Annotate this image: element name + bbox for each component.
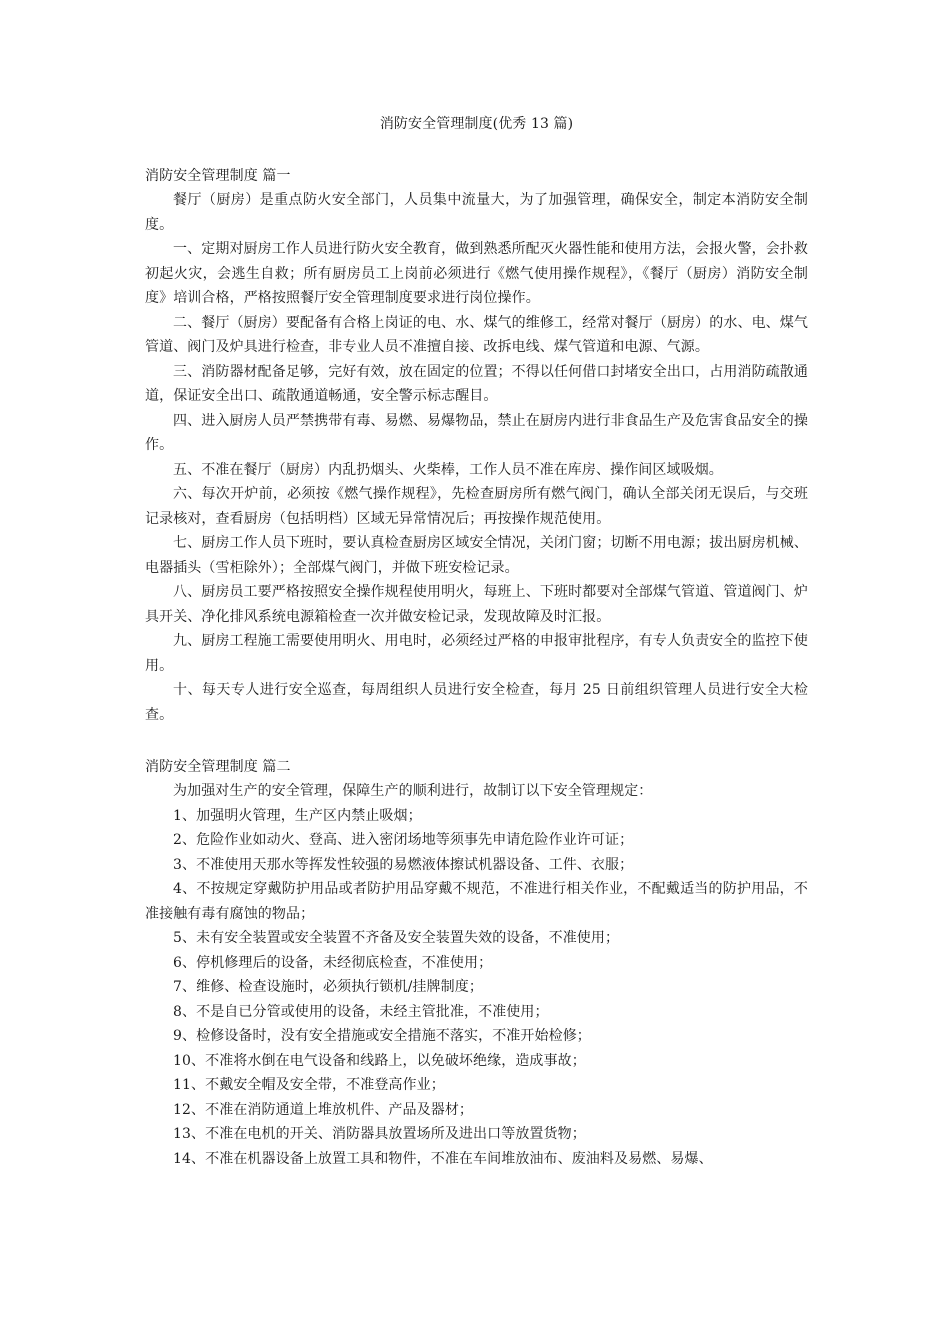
- paragraph: 3、不准使用天那水等挥发性较强的易燃液体擦试机器设备、工件、衣服；: [173, 856, 634, 873]
- paragraph: 13、不准在电机的开关、消防器具放置场所及进出口等放置货物；: [173, 1126, 586, 1142]
- paragraph: 一、定期对厨房工作人员进行防火安全教育，做到熟悉所配灭火器性能和使用方法，会报火警，会扑救初起火灾，会逃生自救；所有厨房员工上岗前必须进行《燃气使用操作规程》，《餐厅（厨房）消防安全制度》培训合格，严格按照餐厅安全管理制度要求进行岗位操作。: [145, 241, 808, 306]
- paragraph: 12、不准在消防通道上堆放机件、产品及器材；: [173, 1101, 474, 1118]
- paragraph: 七、厨房工作人员下班时，要认真检查厨房区域安全情况，关闭门窗；切断不用电源；拔出厨房机械、电器插头（雪柜除外）；全部煤气阀门，并做下班安检记录。: [145, 535, 808, 576]
- paragraph: 六、每次开炉前，必须按《燃气操作规程》，先检查厨房所有燃气阀门，确认全部关闭无误后，与交班记录核对，查看厨房（包括明档）区域无异常情况后；再按操作规范使用。: [145, 486, 808, 527]
- document-title: 消防安全管理制度(优秀 13 篇): [379, 116, 574, 132]
- paragraph: 2、危险作业如动火、登高、进入密闭场地等须事先申请危险作业许可证；: [173, 832, 634, 848]
- paragraph: 1、加强明火管理，生产区内禁止吸烟；: [173, 807, 422, 824]
- document-body: [145, 164, 808, 1171]
- paragraph: 10、不准将水倒在电气设备和线路上，以免破坏绝缘，造成事故；: [173, 1052, 586, 1069]
- paragraph: 五、不准在餐厅（厨房）内乱扔烟头、火柴棒，工作人员不准在库房、操作间区域吸烟。: [173, 461, 723, 478]
- paragraph: 十、每天专人进行安全巡查，每周组织人员进行安全检查，每月 25 日前组织管理人员进行安全大检查。: [145, 682, 808, 723]
- paragraph: 为加强对生产的安全管理，保障生产的顺利进行，故制订以下安全管理规定：: [173, 783, 653, 799]
- document-section: [145, 164, 808, 727]
- section-heading: 消防安全管理制度 篇一: [145, 168, 291, 184]
- paragraph: 4、不按规定穿戴防护用品或者防护用品穿戴不规范，不准进行相关作业，不配戴适当的防护用品，不准接触有毒有腐蚀的物品；: [145, 881, 808, 922]
- paragraph: 三、消防器材配备足够，完好有效，放在固定的位置；不得以任何借口封堵安全出口，占用消防疏散通道，保证安全出口、疏散通道畅通，安全警示标志醒目。: [145, 363, 808, 404]
- paragraph: 9、检修设备时，没有安全措施或安全措施不落实，不准开始检修；: [173, 1028, 591, 1044]
- document-page: [145, 112, 808, 1171]
- paragraph: 九、厨房工程施工需要使用明火、用电时，必须经过严格的申报审批程序，有专人负责安全的监控下使用。: [145, 633, 808, 674]
- paragraph: 八、厨房员工要严格按照安全操作规程使用明火，每班上、下班时都要对全部煤气管道、管道阀门、炉具开关、净化排风系统电源箱检查一次并做安检记录，发现故障及时汇报。: [145, 584, 808, 625]
- paragraph: 6、停机修理后的设备，未经彻底检查，不准使用；: [173, 954, 493, 971]
- section-heading: 消防安全管理制度 篇二: [145, 759, 291, 775]
- paragraph: 11、不戴安全帽及安全带，不准登高作业；: [173, 1077, 445, 1093]
- paragraph: 二、餐厅（厨房）要配备有合格上岗证的电、水、煤气的维修工，经常对餐厅（厨房）的水、电、煤气管道、阀门及炉具进行检查，非专业人员不准擅自接、改拆电线、煤气管道和电源、气源。: [145, 314, 808, 355]
- paragraph: 7、维修、检查设施时，必须执行锁机/挂牌制度；: [173, 979, 483, 995]
- paragraph: 5、未有安全装置或安全装置不齐备及安全装置失效的设备，不准使用；: [173, 930, 620, 946]
- paragraph: 四、进入厨房人员严禁携带有毒、易燃、易爆物品，禁止在厨房内进行非食品生产及危害食品安全的操作。: [145, 412, 808, 453]
- paragraph: 餐厅（厨房）是重点防火安全部门，人员集中流量大，为了加强管理，确保安全，制定本消防安全制度。: [145, 192, 808, 233]
- document-section: [145, 755, 808, 1171]
- paragraph: 14、不准在机器设备上放置工具和物件，不准在车间堆放油布、废油料及易燃、易爆、: [173, 1150, 713, 1167]
- paragraph: 8、不是自已分管或使用的设备，未经主管批准，不准使用；: [173, 1003, 549, 1020]
